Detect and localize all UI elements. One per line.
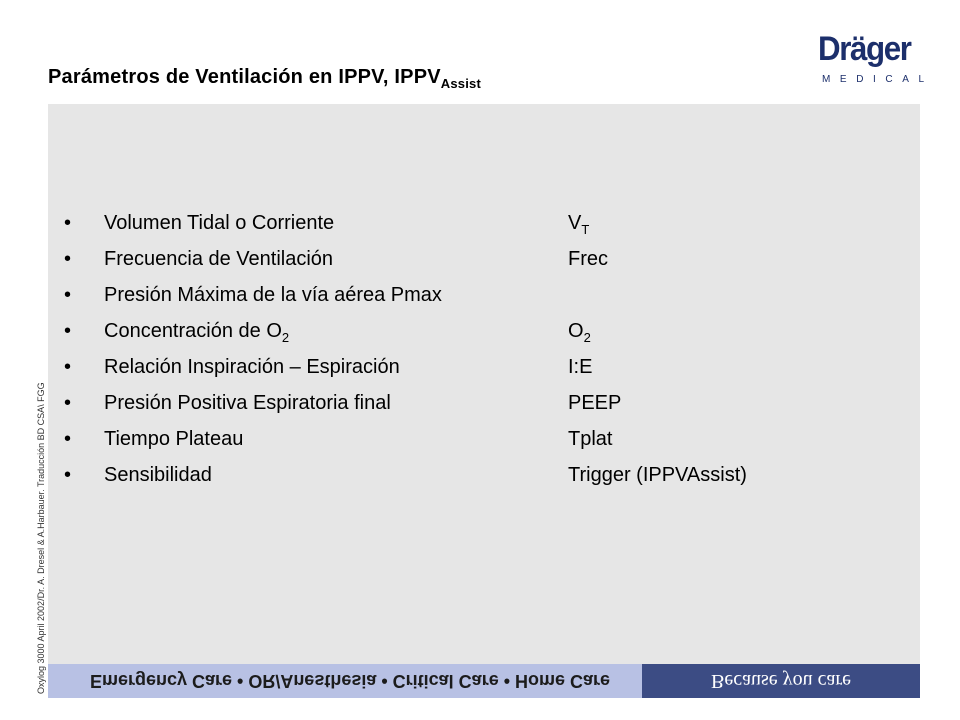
- logo-brand: Dräger: [818, 30, 911, 68]
- list-item: [64, 352, 884, 388]
- list-item: [64, 388, 884, 424]
- parameter-label: [104, 316, 289, 353]
- parameter-list: [64, 208, 884, 496]
- parameter-abbreviation: Trigger (IPPVAssist): [568, 464, 747, 486]
- abbr-text: V: [568, 212, 582, 234]
- parameter-label: Frecuencia de Ventilación: [104, 248, 334, 270]
- footer-care-areas-banner: [48, 664, 642, 698]
- footer-tagline-text: Because you care: [711, 670, 851, 692]
- bullet: •: [64, 248, 72, 270]
- parameter-abbreviation: [568, 208, 589, 245]
- footer-care-areas-text: Emergency Care • OR/Anesthesia • Critical Care • Home Care: [89, 671, 611, 691]
- parameter-abbreviation: I:E: [568, 356, 593, 378]
- bullet: •: [64, 428, 72, 450]
- parameter-label: Presión Positiva Espiratoria final: [104, 392, 391, 414]
- abbr-subscript: T: [581, 222, 590, 237]
- bullet: •: [64, 320, 72, 342]
- slide-title-subscript: Assist: [440, 76, 482, 91]
- copyright-side-note: Oxylog 3000 April 2002/Dr. A. Dresel & A.Harbauer. Traducción BD CSA\ FGG: [36, 382, 46, 694]
- parameter-label: Sensibilidad: [104, 464, 212, 486]
- label-text: Concentración de O: [104, 320, 282, 342]
- label-subscript: 2: [281, 330, 290, 345]
- bullet: •: [64, 212, 72, 234]
- parameter-label: Volumen Tidal o Corriente: [104, 212, 335, 234]
- parameter-label: Tiempo Plateau: [104, 428, 244, 450]
- parameter-abbreviation: Frec: [568, 248, 608, 270]
- logo-subtitle: MEDICAL: [822, 74, 934, 85]
- parameter-abbreviation: Tplat: [568, 428, 613, 450]
- list-item: [64, 280, 884, 316]
- parameter-abbreviation: [568, 316, 591, 353]
- drager-medical-logo: [818, 30, 934, 92]
- list-item: [64, 316, 884, 352]
- abbr-subscript: 2: [583, 330, 591, 345]
- list-item: [64, 208, 884, 244]
- parameter-label: Relación Inspiración – Espiración: [104, 356, 400, 378]
- list-item: [64, 460, 884, 496]
- slide-title-text: Parámetros de Ventilación en IPPV, IPPV: [48, 66, 441, 88]
- abbr-text: O: [568, 320, 584, 342]
- bullet: •: [64, 356, 72, 378]
- parameter-abbreviation: PEEP: [568, 392, 622, 414]
- list-item: [64, 424, 884, 460]
- bullet: •: [64, 392, 72, 414]
- bullet: •: [64, 284, 72, 306]
- footer-tagline-banner: [642, 664, 920, 698]
- list-item: [64, 244, 884, 280]
- parameter-label: Presión Máxima de la vía aérea Pmax: [104, 284, 442, 306]
- slide-title: [48, 66, 481, 91]
- bullet: •: [64, 464, 72, 486]
